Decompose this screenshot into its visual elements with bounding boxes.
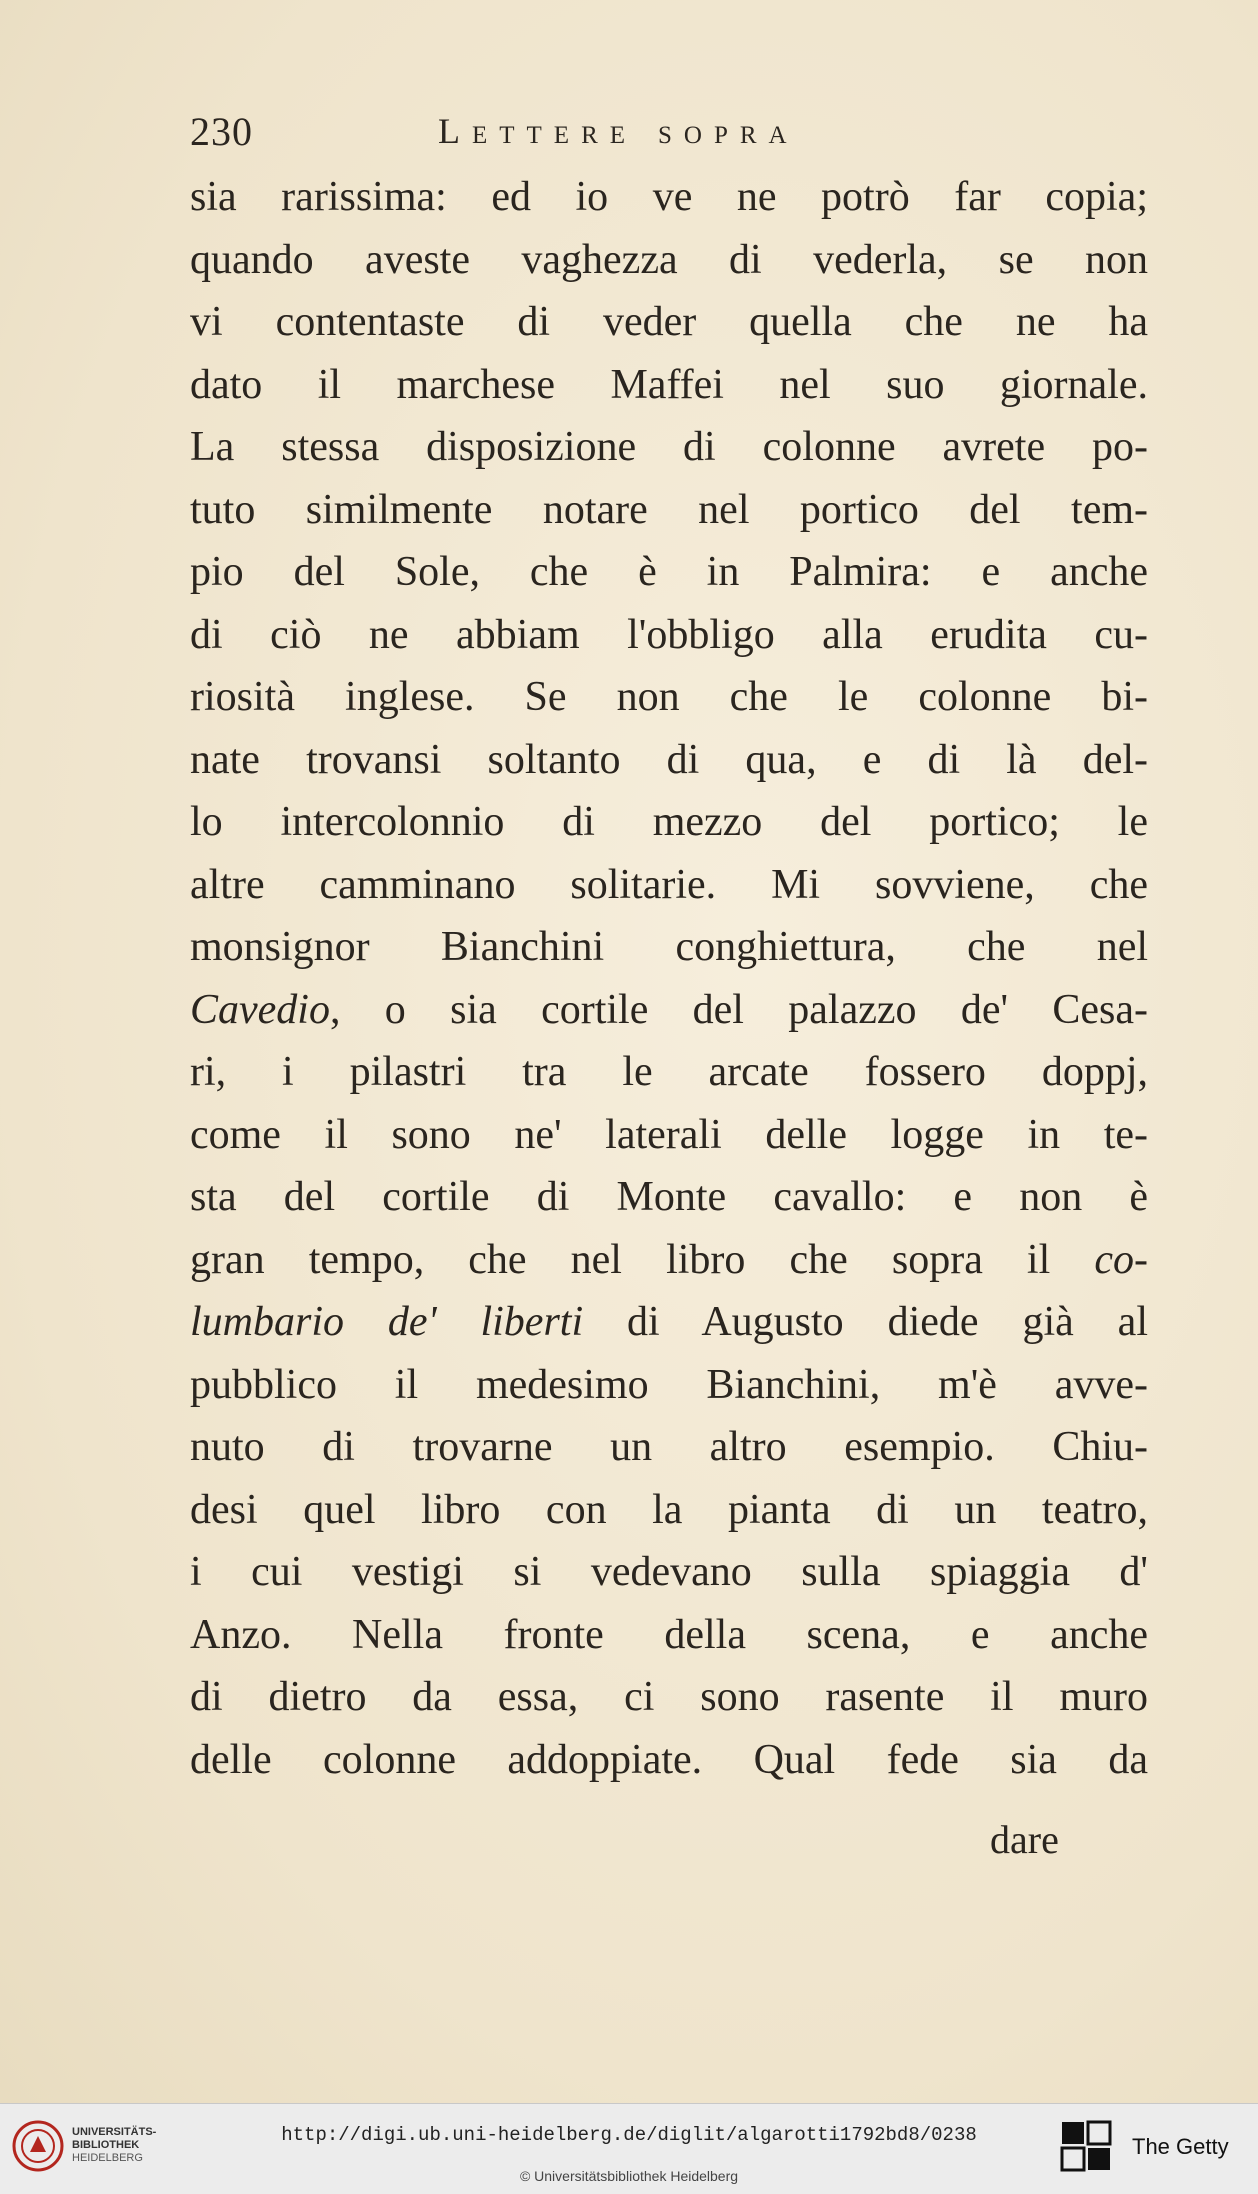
text-line bbox=[190, 729, 1148, 792]
text-line bbox=[190, 479, 1148, 542]
text-line bbox=[190, 1104, 1148, 1167]
library-name-line: BIBLIOTHEK bbox=[72, 2139, 140, 2151]
text-line bbox=[190, 1291, 1148, 1354]
text-line bbox=[190, 791, 1148, 854]
text-span: sia rarissima: ed io ve ne potrò far copia; bbox=[190, 174, 1148, 220]
footer-bar bbox=[0, 2103, 1258, 2194]
text-line bbox=[190, 541, 1148, 604]
text-span: , o sia cortile del palazzo de' Cesa- bbox=[329, 986, 1148, 1033]
text-span: ri, i pilastri tra le arcate fossero doppj, bbox=[190, 1049, 1148, 1095]
text-line bbox=[190, 1354, 1148, 1417]
text-span: gran tempo, che nel libro che sopra il bbox=[190, 1236, 1095, 1283]
text-line bbox=[190, 1166, 1148, 1229]
text-span: riosità inglese. Se non che le colonne bi- bbox=[190, 674, 1148, 720]
italic-text: lumbario de' liberti bbox=[190, 1299, 584, 1345]
text-line bbox=[190, 416, 1148, 479]
text-line bbox=[190, 1541, 1148, 1604]
permalink-url[interactable]: http://digi.ub.uni-heidelberg.de/diglit/algarotti1792bd8/0238 bbox=[281, 2124, 977, 2146]
text-line bbox=[190, 354, 1148, 417]
page-header bbox=[190, 108, 930, 158]
text-span: vi contentaste di veder quella che ne ha bbox=[190, 299, 1148, 345]
text-span: i cui vestigi si vedevano sulla spiaggia d' bbox=[190, 1549, 1148, 1595]
text-span: desi quel libro con la pianta di un teatro, bbox=[190, 1486, 1148, 1533]
text-line bbox=[190, 916, 1148, 979]
text-span: di Augusto diede già al bbox=[583, 1299, 1148, 1345]
text-line bbox=[190, 1729, 1148, 1792]
text-span: quando aveste vaghezza di vederla, se non bbox=[190, 236, 1148, 283]
text-span: altre camminano solitarie. Mi sovviene, che bbox=[190, 861, 1148, 908]
getty-label: The Getty bbox=[1132, 2134, 1229, 2159]
text-line bbox=[190, 291, 1148, 354]
text-span: sta del cortile di Monte cavallo: e non è bbox=[190, 1174, 1148, 1220]
text-span: nuto di trovarne un altro esempio. Chiu- bbox=[190, 1424, 1148, 1470]
text-line bbox=[190, 229, 1148, 292]
text-span: lo intercolonnio di mezzo del portico; le bbox=[190, 799, 1148, 845]
running-title: Lettere sopra bbox=[438, 111, 799, 151]
text-span: pio del Sole, che è in Palmira: e anche bbox=[190, 549, 1148, 595]
text-line bbox=[190, 854, 1148, 917]
text-line bbox=[190, 666, 1148, 729]
text-line bbox=[190, 166, 1148, 229]
text-span: come il sono ne' laterali delle logge in te- bbox=[190, 1111, 1148, 1158]
body-text bbox=[190, 166, 1150, 1791]
text-span: pubblico il medesimo Bianchini, m'è avve- bbox=[190, 1361, 1148, 1408]
library-name-line: UNIVERSITÄTS- bbox=[72, 2126, 157, 2138]
italic-text: Cavedio bbox=[190, 986, 330, 1033]
text-span: monsignor Bianchini conghiettura, che nel bbox=[190, 924, 1148, 970]
italic-text: co- bbox=[1094, 1236, 1148, 1283]
text-line bbox=[190, 1229, 1148, 1292]
text-line bbox=[190, 1479, 1148, 1542]
text-span: nate trovansi soltanto di qua, e di là del- bbox=[190, 736, 1148, 783]
page-number: 230 bbox=[190, 109, 253, 154]
copyright-notice: © Universitätsbibliothek Heidelberg bbox=[519, 2168, 739, 2184]
text-line bbox=[190, 1604, 1148, 1667]
text-span: Anzo. Nella fronte della scena, e anche bbox=[190, 1611, 1148, 1658]
text-span: di dietro da essa, ci sono rasente il muro bbox=[190, 1674, 1148, 1720]
text-line bbox=[190, 1666, 1148, 1729]
text-line bbox=[190, 1041, 1148, 1104]
catchword: dare bbox=[990, 1817, 1059, 1862]
text-span: tuto similmente notare nel portico del tem- bbox=[190, 486, 1148, 533]
text-line bbox=[190, 1416, 1148, 1479]
library-name-line: HEIDELBERG bbox=[72, 2152, 143, 2164]
text-span: di ciò ne abbiam l'obbligo alla erudita cu- bbox=[190, 611, 1148, 658]
text-line bbox=[190, 979, 1148, 1042]
text-span: delle colonne addoppiate. Qual fede sia da bbox=[190, 1736, 1148, 1783]
text-span: La stessa disposizione di colonne avrete po- bbox=[190, 424, 1148, 470]
text-span: dato il marchese Maffei nel suo giornale. bbox=[190, 361, 1148, 408]
getty-logo-icon bbox=[1058, 2118, 1114, 2174]
text-line bbox=[190, 604, 1148, 667]
